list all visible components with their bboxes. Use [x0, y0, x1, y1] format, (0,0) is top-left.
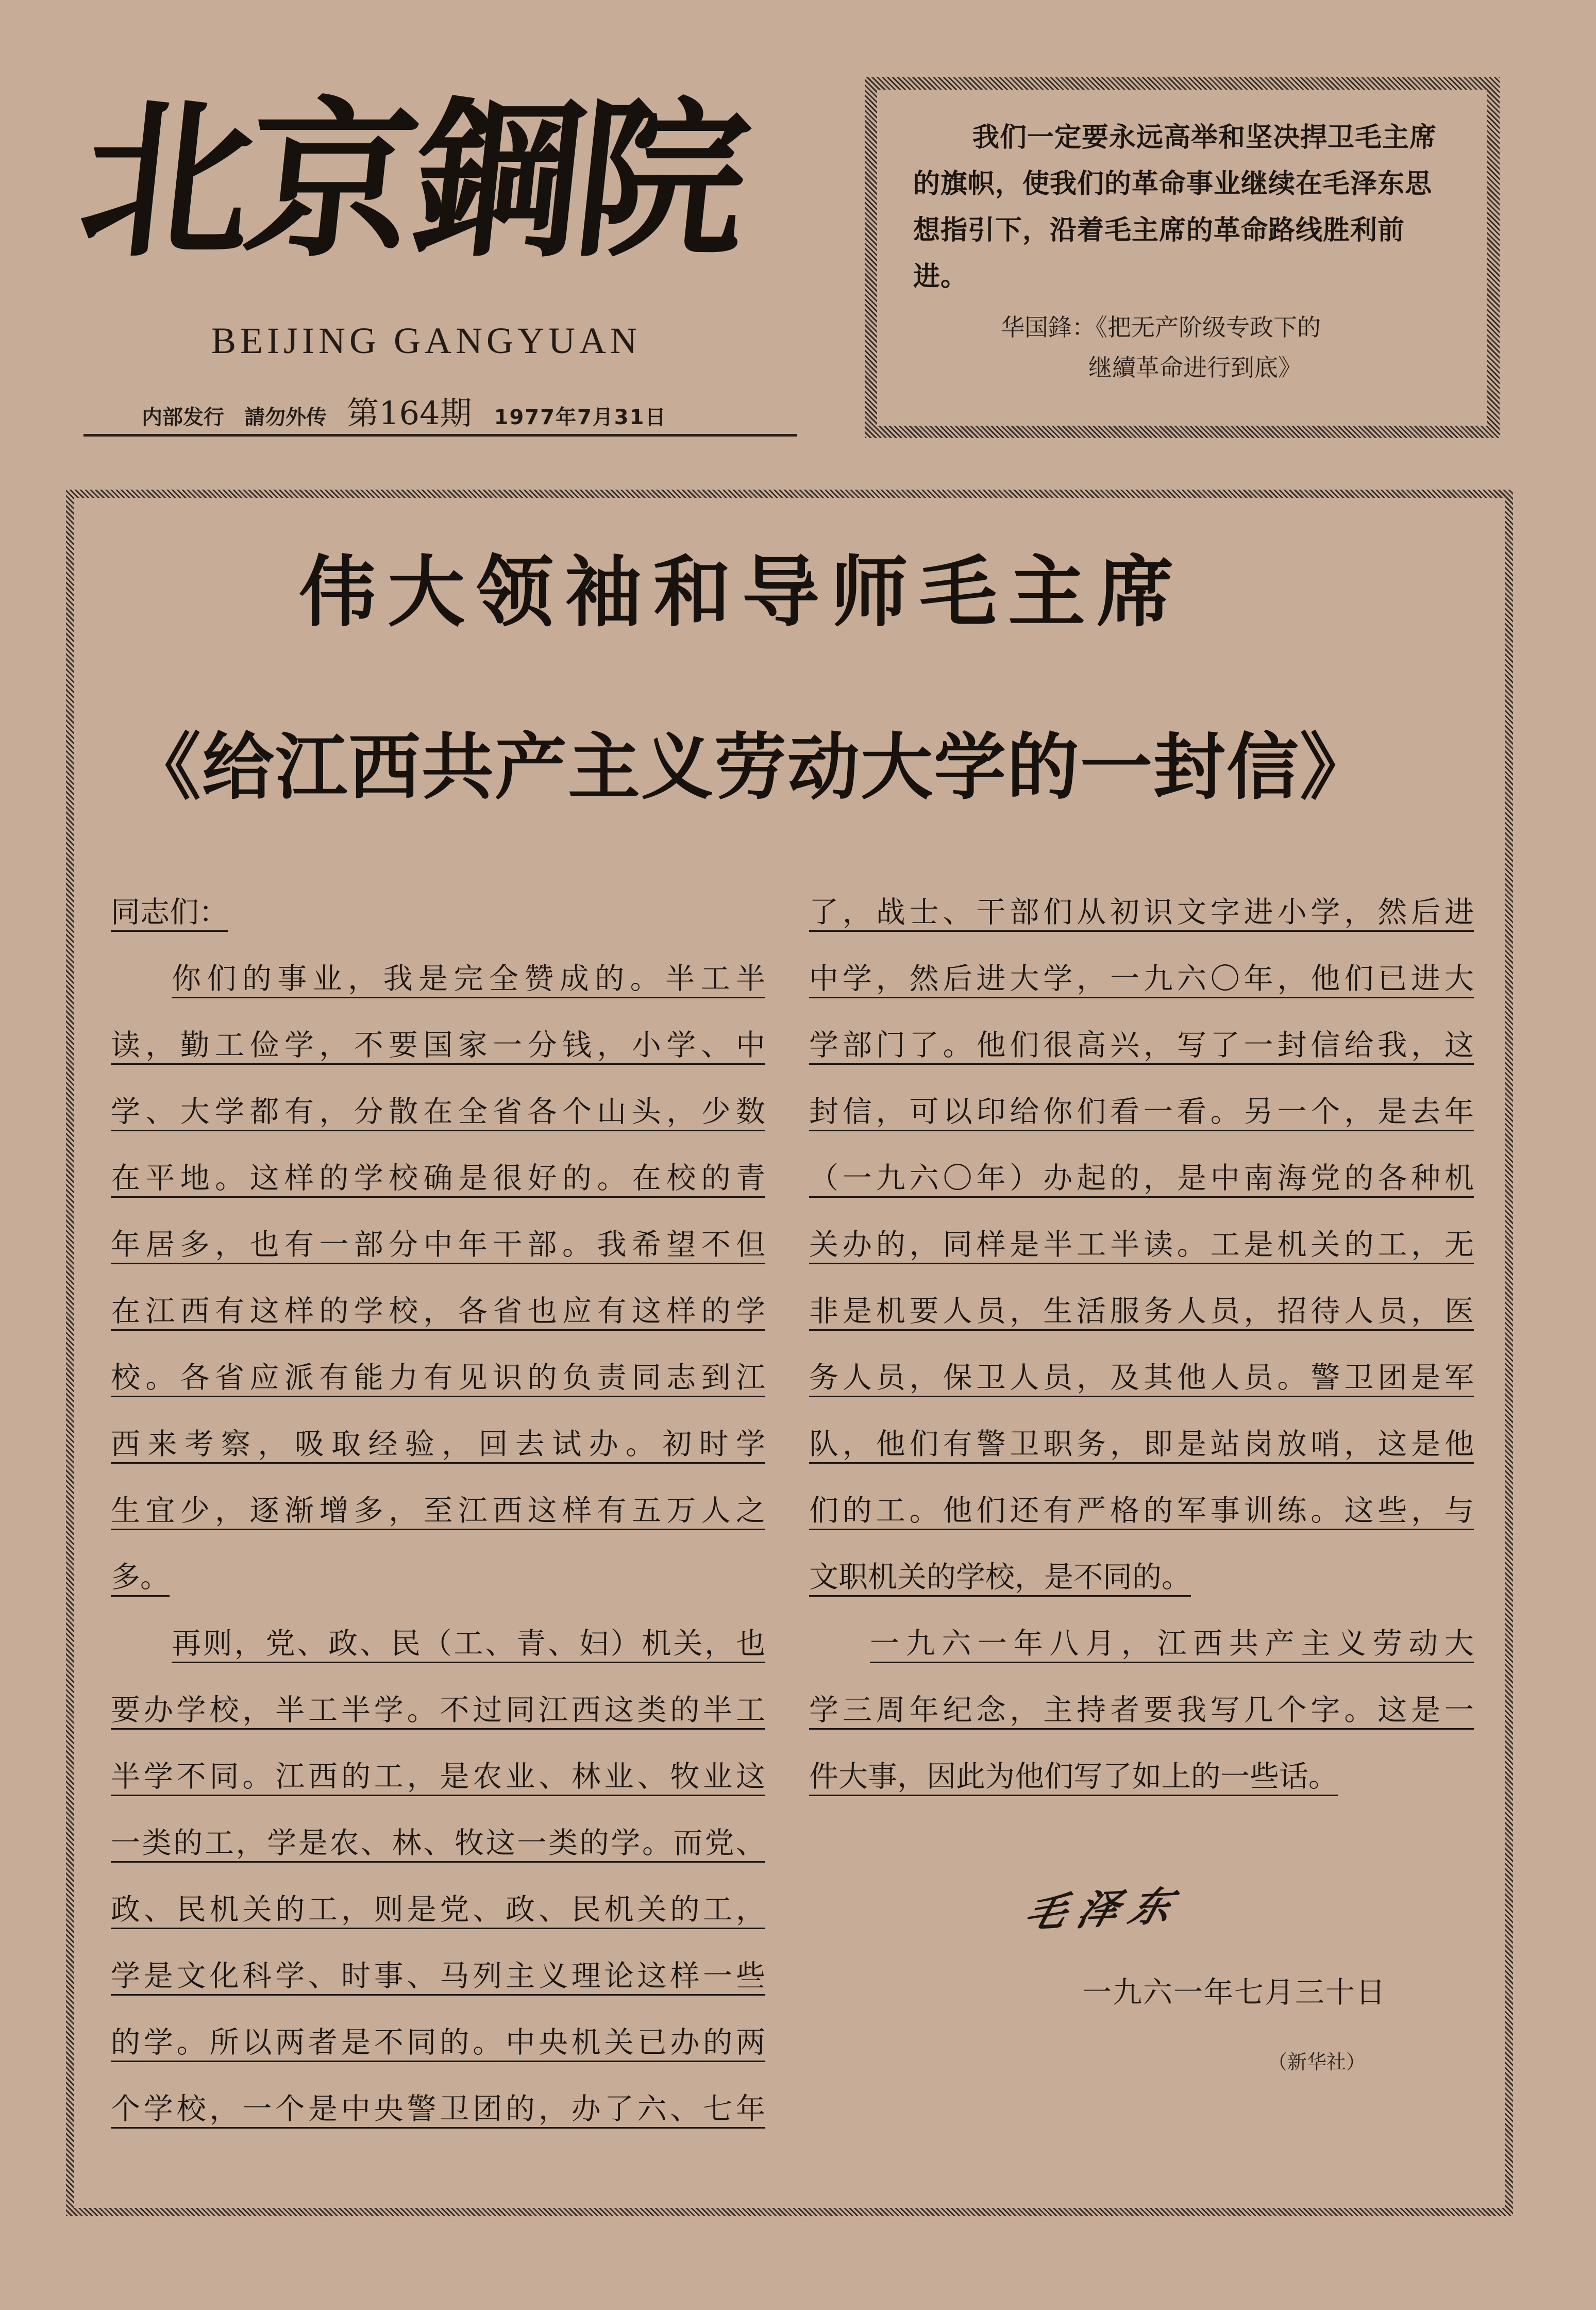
text-line: 文职机关的学校，是不同的。 [809, 1560, 1191, 1594]
masthead-roman-title: BEIJING GANGYUAN [211, 320, 641, 361]
text-line: 在江西有这样的学校，各省也应有这样的学 [111, 1294, 765, 1328]
text-line: 的学。所以两者是不同的。中央机关已办的两 [111, 2026, 765, 2060]
text-line: 同志们： [111, 895, 228, 929]
text-line: 学、大学都有，分散在全省各个山头，少数 [111, 1095, 765, 1129]
text-line: 西来考察，吸取经验，回去试办。初时学 [111, 1427, 765, 1461]
text-line: 件大事，因此为他们写了如上的一些话。 [809, 1760, 1338, 1794]
quote-text: 我们一定要永远高举和坚决捍卫毛主席的旗帜，使我们的革命事业继续在毛泽东思想指引下，沿着毛主席的革命路线胜利前进。 [913, 122, 1437, 292]
article-right-column [809, 879, 1474, 1810]
text-line: 学三周年纪念，主持者要我写几个字。这是一 [809, 1693, 1474, 1727]
quote-source-line1: 华国鋒：《把无产阶级专政下的 [1001, 313, 1321, 341]
text-line: 多。 [111, 1560, 170, 1594]
text-line: 要办学校，半工半学。不过同江西这类的半工 [111, 1693, 765, 1727]
text-line: 学部门了。他们很高兴，写了一封信给我，这 [809, 1028, 1474, 1062]
text-line: 务人员，保卫人员，及其他人员。警卫团是军 [809, 1361, 1474, 1395]
text-line: 你们的事业，我是完全赞成的。半工半 [172, 962, 765, 996]
text-line: 年居多，也有一部分中年干部。我希望不但 [111, 1228, 765, 1262]
text-line: 在平地。这样的学校确是很好的。在校的青 [111, 1161, 765, 1195]
text-line: （一九六〇年）办起的，是中南海党的各种机 [809, 1161, 1474, 1195]
masthead-divider [83, 434, 797, 437]
text-line: 半学不同。江西的工，是农业、林业、牧业这 [111, 1760, 765, 1794]
news-source: （新华社） [1268, 2051, 1366, 2073]
text-line: 政、民机关的工，则是党、政、民机关的工， [111, 1893, 765, 1927]
text-line: 一类的工，学是农、林、牧这一类的学。而党、 [111, 1826, 765, 1860]
quote-box [865, 77, 1500, 438]
text-line: 学是文化科学、时事、马列主义理论这样一些 [111, 1959, 765, 1993]
text-line: 们的工。他们还有严格的军事训练。这些，与 [809, 1494, 1474, 1528]
masthead-meta [142, 388, 786, 432]
text-line: 封信，可以印给你们看一看。另一个，是去年 [809, 1095, 1474, 1129]
text-line: 校。各省应派有能力有见识的负责同志到江 [111, 1361, 765, 1395]
text-line: 一九六一年八月，江西共产主义劳动大 [870, 1627, 1474, 1661]
article-headline: 伟大领袖和导师毛主席 [299, 548, 1186, 638]
restriction-label: 請勿外传 [244, 406, 327, 429]
text-line: 了，战士、干部们从初识文字进小学，然后进 [809, 895, 1474, 929]
article-subheadline: 《给江西共产主义劳动大学的一封信》 [129, 726, 1373, 810]
article-left-column [111, 879, 765, 2142]
quote-source [1001, 307, 1458, 388]
text-line: 关办的，同样是半工半读。工是机关的工，无 [809, 1228, 1474, 1262]
text-line: 非是机要人员，生活服务人员，招待人员，医 [809, 1294, 1474, 1328]
issue-date: 1977年7月31日 [494, 406, 667, 429]
text-line: 队，他们有警卫职务，即是站岗放哨，这是他 [809, 1427, 1474, 1461]
author-signature: 毛泽东 [1019, 1882, 1189, 1937]
letter-date: 一九六一年七月三十日 [1082, 1976, 1386, 2010]
issue-number: 第164期 [347, 394, 472, 432]
text-line: 读，勤工俭学，不要国家一分钱，小学、中 [111, 1028, 765, 1062]
quote-source-line2: 继續革命进行到底》 [1088, 354, 1302, 381]
text-line: 再则，党、政、民（工、青、妇）机关，也 [172, 1627, 765, 1661]
masthead-title: 北京鋼院 [72, 80, 753, 280]
text-line: 生宜少，逐渐增多，至江西这样有五万人之 [111, 1494, 765, 1528]
text-line: 中学，然后进大学，一九六〇年，他们已进大 [809, 962, 1474, 996]
distribution-label: 内部发行 [142, 406, 224, 429]
text-line: 个学校，一个是中央警卫团的，办了六、七年 [111, 2092, 765, 2126]
